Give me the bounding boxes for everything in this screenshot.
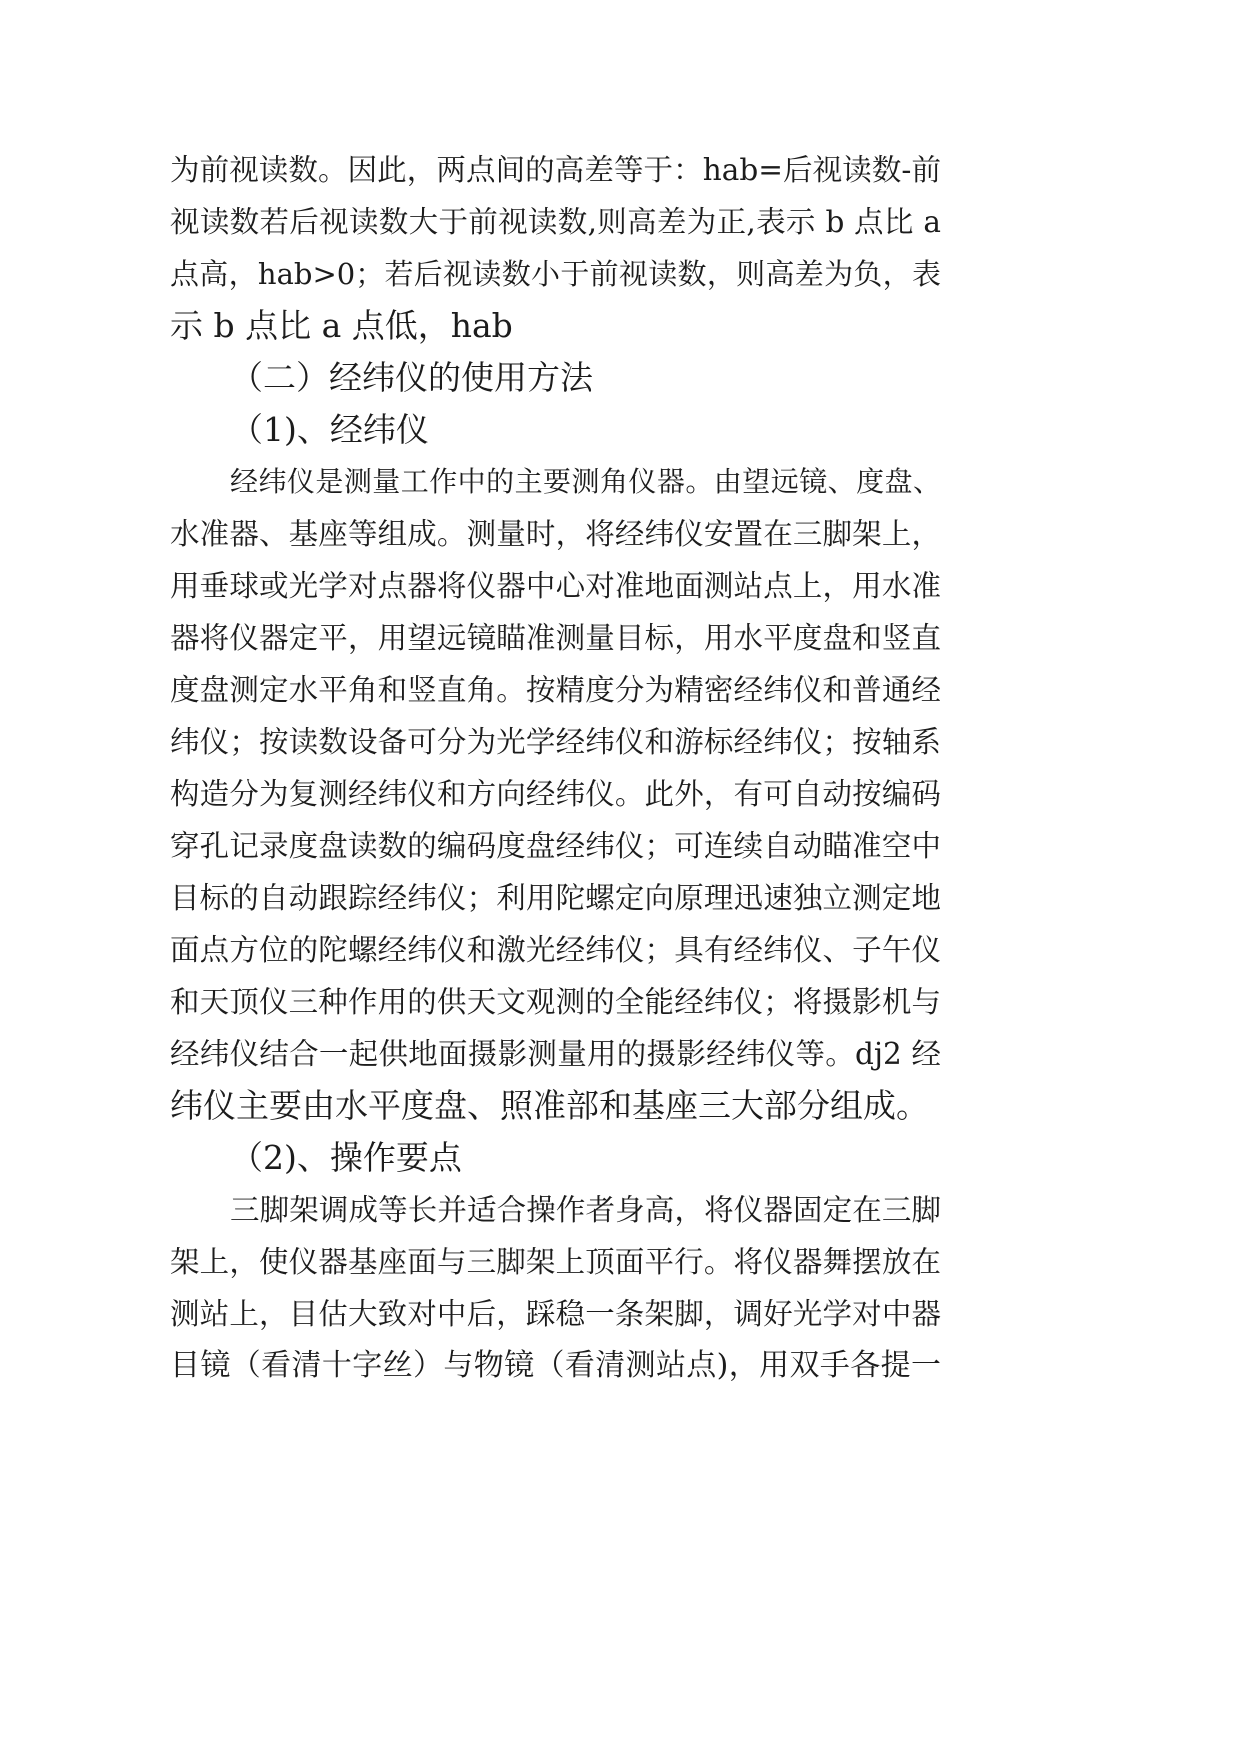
body-text-line: 构造分为复测经纬仪和方向经纬仪。此外，有可自动按编码 [170,777,941,811]
subsection-heading: （2)、操作要点 [230,1138,462,1177]
body-text-line: 目标的自动跟踪经纬仪；利用陀螺定向原理迅速独立测定地 [170,881,941,915]
body-text-line: 经纬仪是测量工作中的主要测角仪器。由望远镜、度盘、 [230,465,941,498]
body-text-line: 度盘测定水平角和竖直角。按精度分为精密经纬仪和普通经 [170,673,941,707]
body-text-line: 示 b 点比 a 点低，hab [170,306,513,345]
body-text-line: 架上，使仪器基座面与三脚架上顶面平行。将仪器舞摆放在 [170,1245,941,1279]
body-text-line: 面点方位的陀螺经纬仪和激光经纬仪；具有经纬仪、子午仪 [170,933,941,967]
body-text-line: 器将仪器定平，用望远镜瞄准测量目标，用水平度盘和竖直 [170,621,941,655]
body-text-line: 纬仪主要由水平度盘、照准部和基座三大部分组成。 [170,1086,929,1125]
body-text-line: 和天顶仪三种作用的供天文观测的全能经纬仪；将摄影机与 [170,985,941,1019]
body-text-line: 目镜（看清十字丝）与物镜（看清测站点)，用双手各提一 [170,1348,941,1383]
body-text-line: 用垂球或光学对点器将仪器中心对准地面测站点上，用水准 [170,569,941,603]
body-text-line: 视读数若后视读数大于前视读数,则高差为正,表示 b 点比 a [170,205,941,239]
body-text-line: 为前视读数。因此，两点间的高差等于：hab=后视读数-前 [170,153,941,187]
body-text-line: 穿孔记录度盘读数的编码度盘经纬仪；可连续自动瞄准空中 [170,829,941,863]
body-text-line: 水准器、基座等组成。测量时，将经纬仪安置在三脚架上， [170,517,941,551]
body-text-line: 纬仪；按读数设备可分为光学经纬仪和游标经纬仪；按轴系 [170,725,941,759]
subsection-heading: （1)、经纬仪 [230,410,429,449]
body-text-line: 三脚架调成等长并适合操作者身高，将仪器固定在三脚 [230,1193,941,1227]
body-text-line: 点高，hab>0；若后视读数小于前视读数，则高差为负，表 [170,257,941,291]
body-text-line: 经纬仪结合一起供地面摄影测量用的摄影经纬仪等。dj2 经 [170,1037,941,1071]
body-text-line: 测站上，目估大致对中后，踩稳一条架脚，调好光学对中器 [170,1297,941,1331]
section-heading: （二）经纬仪的使用方法 [230,358,593,397]
